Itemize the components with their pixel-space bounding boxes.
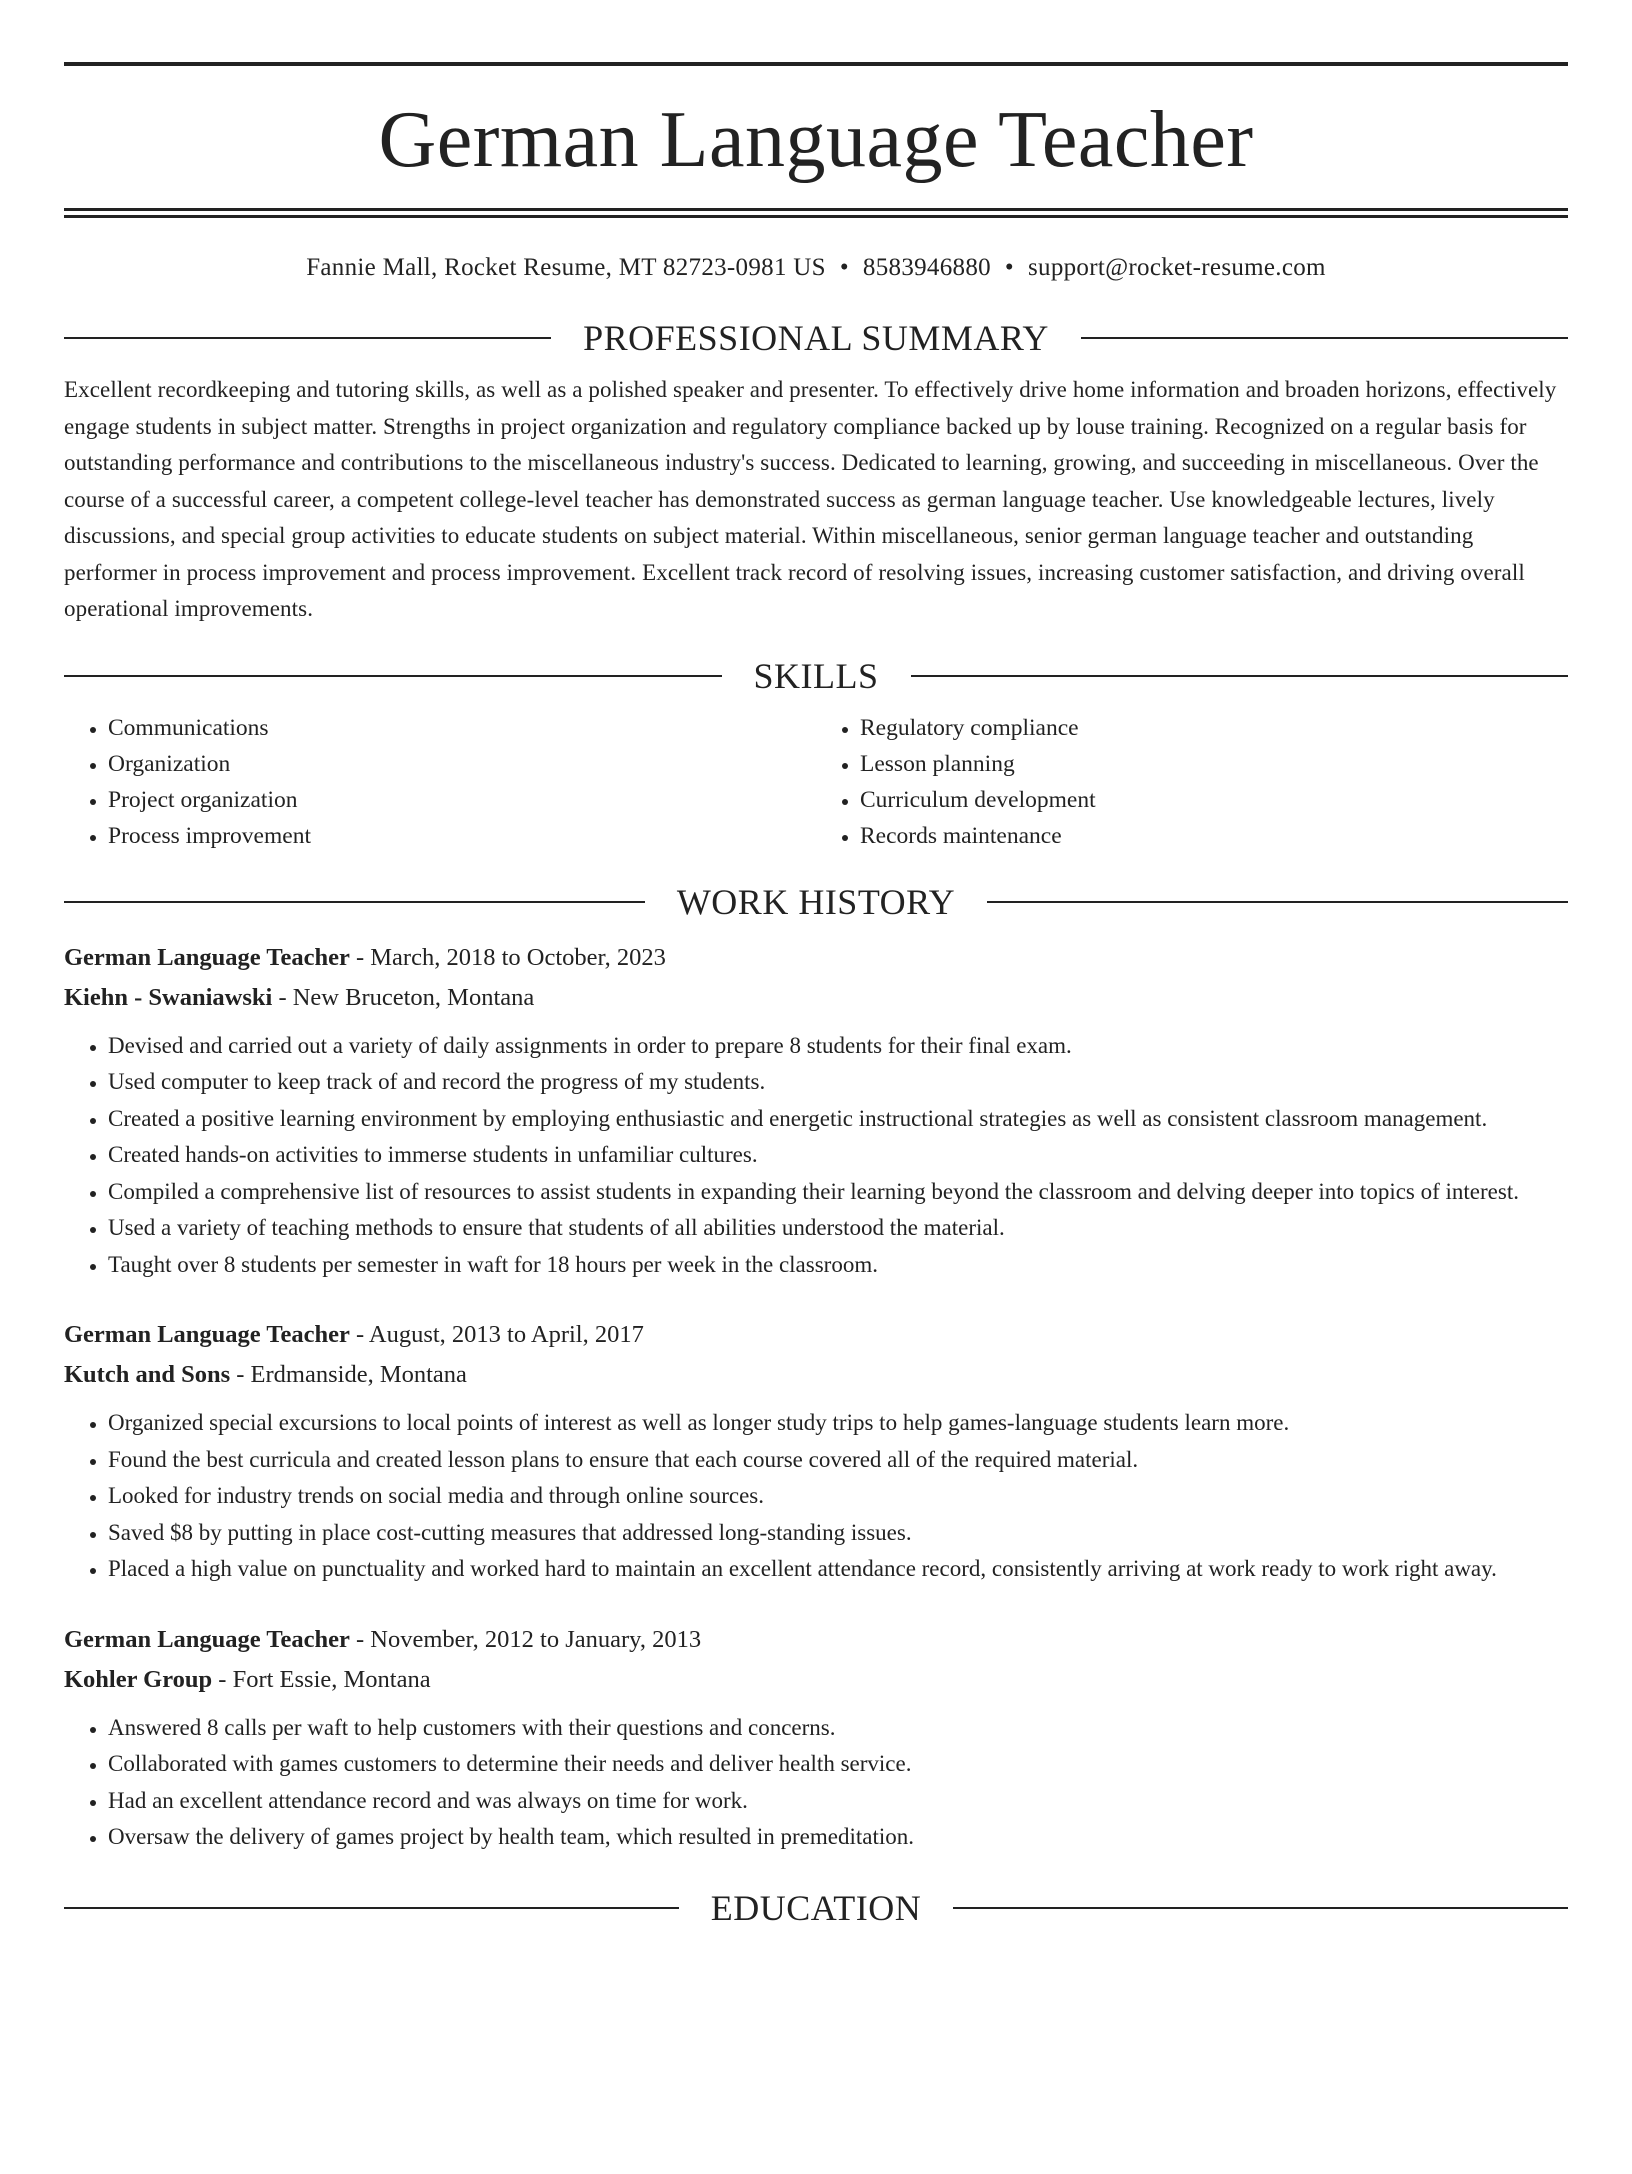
duty-item: • Organized special excursions to local points of interest as well as longer study trips to help games-language students learn more. (108, 1405, 1568, 1442)
contact-address: Fannie Mall, Rocket Resume, MT 82723-0981 US (306, 254, 826, 281)
contact-phone: 8583946880 (862, 254, 991, 281)
duty-item: • Saved $8 by putting in place cost-cutting measures that addressed long-standing issues. (108, 1515, 1568, 1552)
duty-item: • Compiled a comprehensive list of resources to assist students in expanding their learning beyond the classroom and delving deeper into topics of interest. (108, 1174, 1568, 1211)
job-company-line (64, 978, 1568, 1018)
job-title: German Language Teacher (64, 943, 350, 971)
job-company-line (64, 1355, 1568, 1395)
section-rule (64, 337, 551, 339)
job-entry (64, 1620, 1568, 1856)
skill-item: • Records maintenance (860, 818, 1568, 854)
job-location: - New Bruceton, Montana (272, 983, 535, 1011)
section-title-work: WORK HISTORY (676, 881, 956, 922)
duty-item: • Answered 8 calls per waft to help customers with their questions and concerns. (108, 1710, 1568, 1747)
section-rule (987, 901, 1568, 903)
job-company: Kohler Group (64, 1665, 213, 1693)
title-top-rule (64, 62, 1568, 66)
duty-item: • Devised and carried out a variety of daily assignments in order to prepare 8 students for their final exam. (108, 1028, 1568, 1065)
section-rule (64, 1907, 679, 1909)
page-title: German Language Teacher (378, 96, 1254, 184)
contact-separator: • (839, 254, 849, 281)
duty-item: • Oversaw the delivery of games project by health team, which resulted in premeditation. (108, 1819, 1568, 1856)
resume-page (0, 62, 1632, 2174)
duty-item: • Placed a high value on punctuality and worked hard to maintain an excellent attendance record, consistently arriving at work ready to work right away. (108, 1551, 1568, 1588)
job-duties (64, 1710, 1568, 1856)
section-rule (953, 1907, 1568, 1909)
section-header-summary (64, 320, 1568, 356)
contact-separator: • (1004, 254, 1014, 281)
job-title-line (64, 1620, 1568, 1660)
section-title-education: EDUCATION (710, 1887, 922, 1928)
section-header-skills (64, 655, 1568, 696)
summary-text: Excellent recordkeeping and tutoring skills, as well as a polished speaker and presenter. To effectively drive home information and broaden horizons, effectively engage students in subject matter. Strengths in project organization and regulatory compliance backed up by louse training. Recognized on a regular basis for outstanding performance and contributions to the miscellaneous industry's success. Dedicated to learning, growing, and succeeding in miscellaneous. Over the course of a successful career, a competent college-level teacher has demonstrated success as german language teacher. Use knowledgeable lectures, lively discussions, and special group activities to educate students on subject material. Within miscellaneous, senior german language teacher and outstanding performer in process improvement and process improvement. Excellent track record of resolving issues, increasing customer satisfaction, and driving overall operational improvements. (64, 377, 1557, 621)
duty-item: • Had an excellent attendance record and was always on time for work. (108, 1783, 1568, 1820)
skills-list (64, 710, 1568, 854)
job-entry (64, 1315, 1568, 1588)
section-title-skills: SKILLS (753, 655, 879, 696)
section-title-summary: PROFESSIONAL SUMMARY (583, 318, 1049, 358)
contact-line (64, 254, 1568, 282)
section-rule (1081, 337, 1568, 339)
job-title: German Language Teacher (64, 1321, 350, 1348)
job-duties (64, 1405, 1568, 1588)
section-rule (64, 901, 645, 903)
contact-email: support@rocket-resume.com (1027, 254, 1326, 281)
section-rule (64, 675, 722, 677)
skill-item: • Project organization (108, 782, 816, 818)
job-duties (64, 1028, 1568, 1284)
job-company: Kutch and Sons (64, 1361, 231, 1388)
skill-item: • Curriculum development (860, 782, 1568, 818)
skills-column-right (816, 710, 1568, 854)
job-title: German Language Teacher (64, 1625, 350, 1653)
duty-item: • Collaborated with games customers to determine their needs and deliver health service. (108, 1746, 1568, 1783)
duty-item: • Used computer to keep track of and record the progress of my students. (108, 1064, 1568, 1101)
duty-item: • Created a positive learning environment by employing enthusiastic and energetic instructional strategies as well as consistent classroom management. (108, 1101, 1568, 1138)
duty-item: • Found the best curricula and created lesson plans to ensure that each course covered all of the required material. (108, 1442, 1568, 1479)
section-rule (911, 675, 1569, 677)
job-dates: - August, 2013 to April, 2017 (349, 1321, 644, 1348)
duty-item: • Taught over 8 students per semester in waft for 18 hours per week in the classroom. (108, 1247, 1568, 1284)
skill-item: • Organization (108, 746, 816, 782)
duty-item: • Used a variety of teaching methods to ensure that students of all abilities understood the material. (108, 1210, 1568, 1247)
job-dates: - November, 2012 to January, 2013 (349, 1625, 702, 1653)
job-title-line (64, 1315, 1568, 1355)
section-header-work (64, 881, 1568, 922)
title-double-rule (64, 208, 1568, 218)
skill-item: • Lesson planning (860, 746, 1568, 782)
skill-item: • Communications (108, 710, 816, 746)
job-location: - Erdmanside, Montana (230, 1361, 467, 1388)
job-entry (64, 938, 1568, 1284)
job-location: - Fort Essie, Montana (212, 1665, 431, 1693)
skill-item: • Regulatory compliance (860, 710, 1568, 746)
job-title-line (64, 938, 1568, 978)
job-dates: - March, 2018 to October, 2023 (349, 943, 666, 971)
duty-item: • Looked for industry trends on social media and through online sources. (108, 1478, 1568, 1515)
job-company: Kiehn - Swaniawski (64, 983, 273, 1011)
job-company-line (64, 1660, 1568, 1700)
duty-item: • Created hands-on activities to immerse students in unfamiliar cultures. (108, 1137, 1568, 1174)
skill-item: • Process improvement (108, 818, 816, 854)
skills-column-left (64, 710, 816, 854)
section-header-education (64, 1887, 1568, 1928)
